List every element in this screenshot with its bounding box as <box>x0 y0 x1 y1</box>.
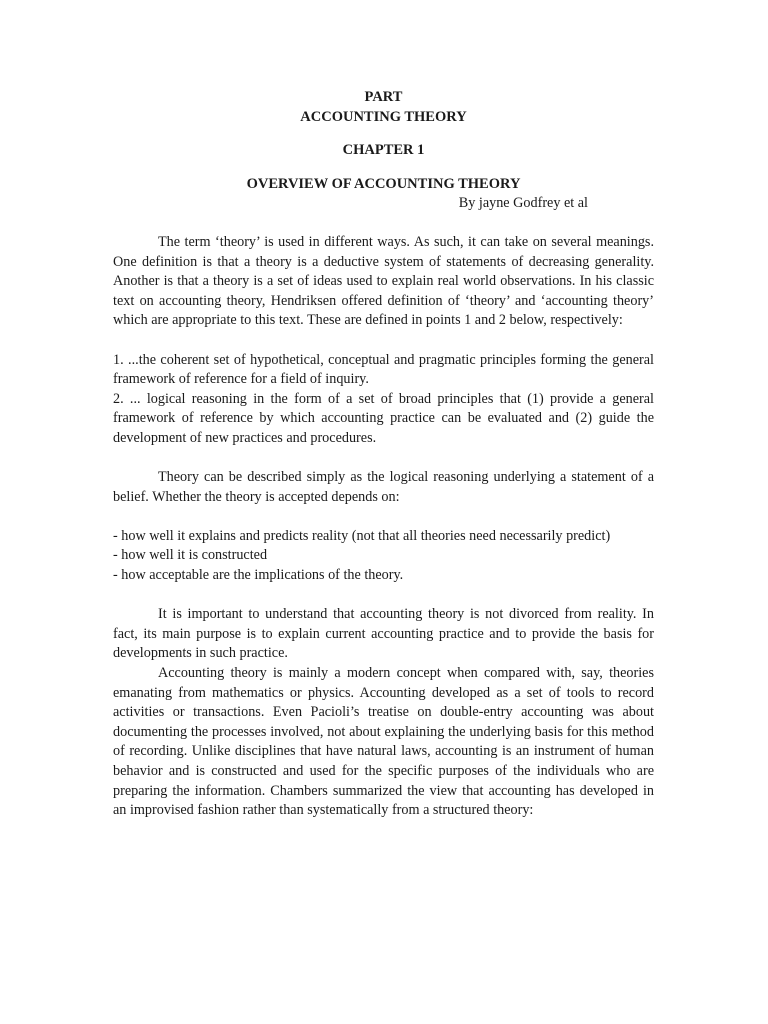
chapter-heading: CHAPTER 1 <box>342 142 425 159</box>
paragraph-theory-description: Theory can be described simply as the logical reasoning underlying a statement of a belief. Whether the theory is accepted depends on: <box>113 469 654 505</box>
document-page <box>113 88 654 821</box>
paragraph-theory-definition: The term ‘theory’ is used in different ways. As such, it can take on several meanings. One definition is that a theory is a deductive system of statements of decreasing generality. Another is that a theory is a set of ideas used to explain real world observations. In his classic text on accounting theory, Hendriksen offered definition of ‘theory’ and ‘accounting theory’ which are appropriate to this text. These are defined in points 1 and 2 below, respectively: <box>113 233 654 329</box>
part-title: ACCOUNTING THEORY <box>300 108 467 125</box>
criteria-item: - how well it explains and predicts reality (not that all theories need necessarily predict) <box>113 527 611 544</box>
criteria-item: - how acceptable are the implications of the theory. <box>113 567 404 584</box>
chapter-title: OVERVIEW OF ACCOUNTING THEORY <box>246 175 521 192</box>
criteria-item: - how well it is constructed <box>113 547 268 564</box>
paragraph-purpose: It is important to understand that accounting theory is not divorced from reality. In fact, its main purpose is to explain current accounting practice and to provide the basis for developments in such practice. <box>113 606 654 662</box>
paragraph-modern-concept: Accounting theory is mainly a modern concept when compared with, say, theories emanating from mathematics or physics. Accounting developed as a set of tools to record activities or transactions. Even Pacioli’s treatise on double-entry accounting was about documenting the processes involved, not about explaining the underlying basis for this method of recording. Unlike disciplines that have natural laws, accounting is an instrument of human behavior and is constructed and used for the specific purposes of the individuals who are preparing the information. Chambers summarized the view that accounting has developed in an improvised fashion rather than systematically from a structured theory: <box>113 665 654 819</box>
definition-2: 2. ... logical reasoning in the form of a set of broad principles that (1) provide a general framework of reference by which accounting practice can be evaluated and (2) guide the development of new practices and procedures. <box>113 390 654 446</box>
author-byline: By jayne Godfrey et al <box>458 195 588 212</box>
definition-1: 1. ...the coherent set of hypothetical, conceptual and pragmatic principles forming the general framework of reference for a field of inquiry. <box>113 351 654 388</box>
part-heading: PART <box>364 89 403 105</box>
